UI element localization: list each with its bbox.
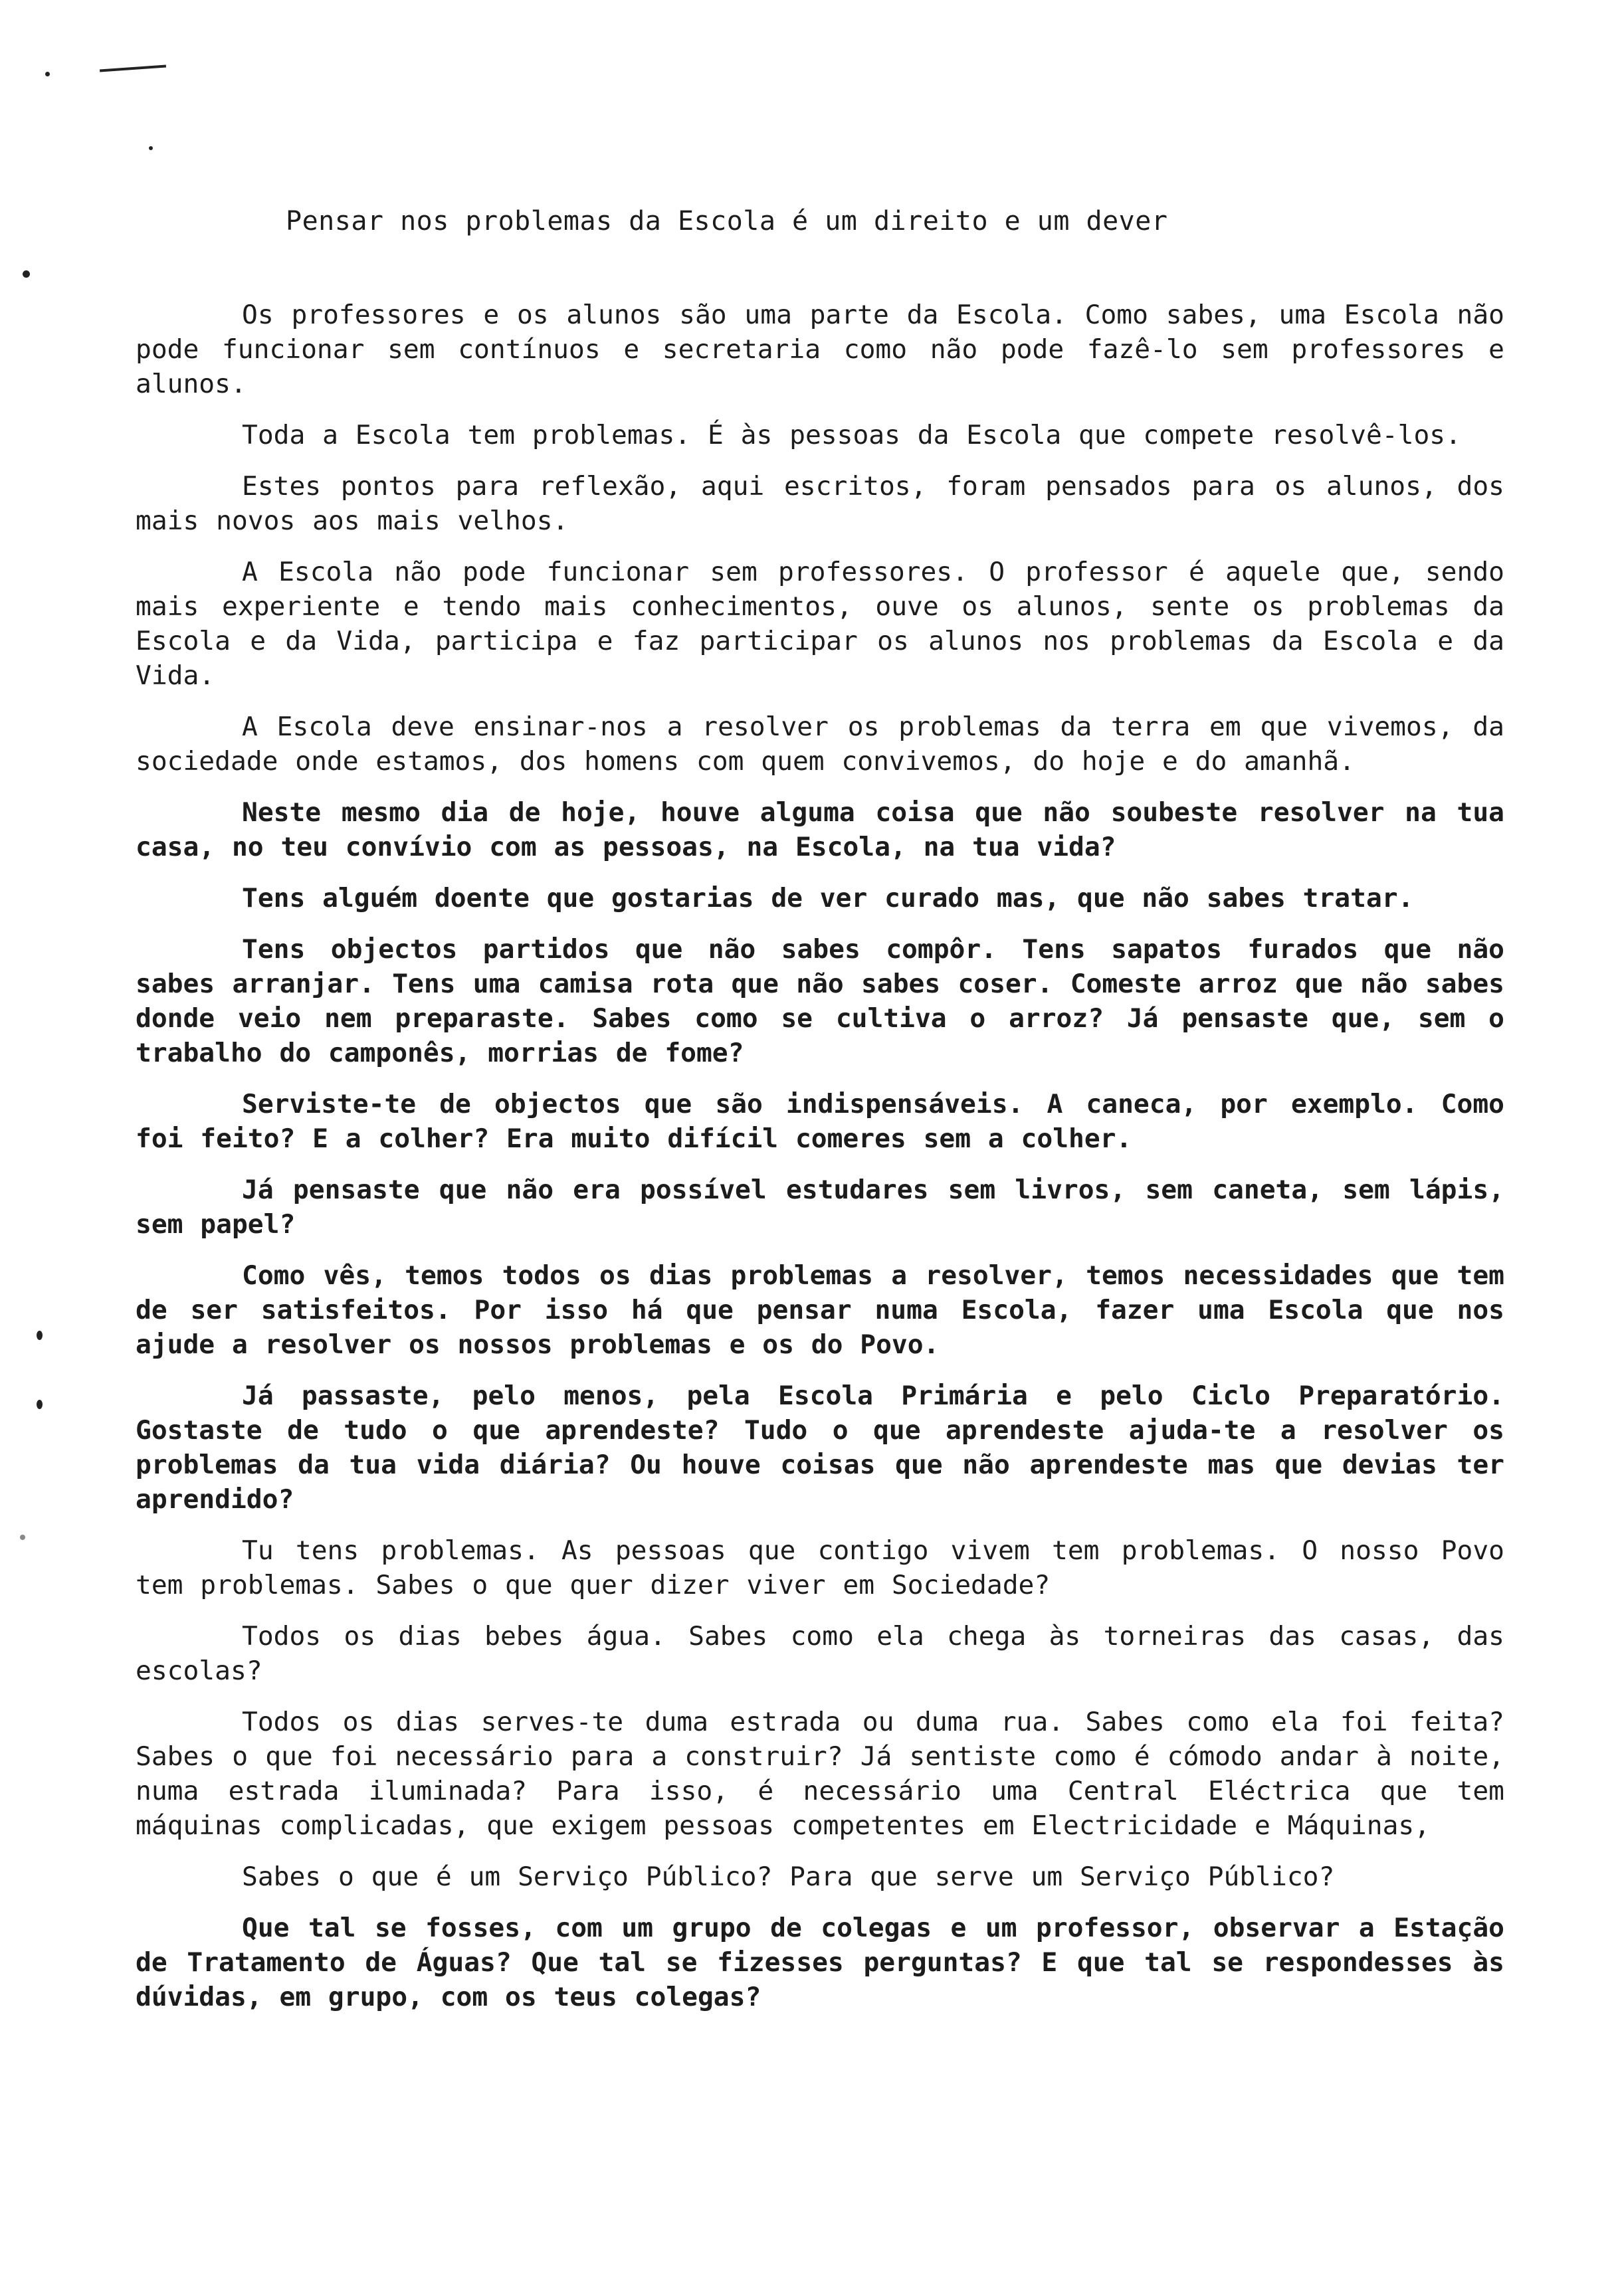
scan-mark [100,65,166,72]
paragraph: Já passaste, pelo menos, pela Escola Primária e pelo Ciclo Preparatório. Gostaste de tudo o que aprendeste? Tudo o que aprendeste ajuda-te a resolver os problemas da tua vida diária? Ou houve coisas que não aprendeste mas que devias ter aprendido? [136,1381,1504,1515]
paragraph: Tens alguém doente que gostarias de ver curado mas, que não sabes tratar. [242,883,1414,913]
paragraph: Neste mesmo dia de hoje, houve alguma coisa que não soubeste resolver na tua casa, no teu convívio com as pessoas, na Escola, na tua vida? [136,797,1504,862]
paragraph: Tu tens problemas. As pessoas que contigo vivem tem problemas. O nosso Povo tem problemas. Sabes o que quer dizer viver em Sociedade? [136,1535,1504,1600]
paragraph: A Escola deve ensinar-nos a resolver os problemas da terra em que vivemos, da sociedade onde estamos, dos homens com quem convivemos, do hoje e do amanhã. [136,712,1504,777]
paragraph: Todos os dias serves-te duma estrada ou duma rua. Sabes como ela foi feita? Sabes o que foi necessário para a construir? Já sentiste como é cómodo andar à noite, numa estrada iluminada? Para isso, é necessário uma Central Eléctrica que tem máquinas complicadas, que exigem pessoas competentes em Electricidade e Máquinas, [136,1707,1504,1841]
paragraph: Os professores e os alunos são uma parte da Escola. Como sabes, uma Escola não pode funcionar sem contínuos e secretaria como não pode fazê-lo sem professores e alunos. [136,300,1504,399]
scan-mark [37,1400,43,1409]
paragraph: Que tal se fosses, com um grupo de colegas e um professor, observar a Estação de Tratamento de Águas? Que tal se fizesses perguntas? E que tal se respondesses às dúvidas, em grupo, com os teus colegas? [136,1913,1504,2012]
scan-mark [45,72,50,76]
paragraph: A Escola não pode funcionar sem professores. O professor é aquele que, sendo mais experiente e tendo mais conhecimentos, ouve os alunos, sente os problemas da Escola e da Vida, participa e faz participar os alunos nos problemas da Escola e da Vida. [136,557,1504,691]
paragraph: Tens objectos partidos que não sabes compôr. Tens sapatos furados que não sabes arranjar. Tens uma camisa rota que não sabes coser. Comeste arroz que não sabes donde veio nem preparaste. Sabes como se cultiva o arroz? Já pensaste que, sem o trabalho do camponês, morrias de fome? [136,934,1504,1068]
paragraph: Como vês, temos todos os dias problemas a resolver, temos necessidades que tem de ser satisfeitos. Por isso há que pensar numa Escola, fazer uma Escola que nos ajude a resolver os nossos problemas e os do Povo. [136,1260,1504,1360]
scan-mark [20,1535,25,1540]
paragraph: Estes pontos para reflexão, aqui escritos, foram pensados para os alunos, dos mais novos aos mais velhos. [136,471,1504,536]
scan-mark [23,270,30,278]
page-title: Pensar nos problemas da Escola é um direito e um dever [286,206,1168,237]
paragraph: Serviste-te de objectos que são indispensáveis. A caneca, por exemplo. Como foi feito? E a colher? Era muito difícil comeres sem a colher. [136,1089,1504,1154]
paragraph: Sabes o que é um Serviço Público? Para que serve um Serviço Público? [242,1862,1335,1892]
paragraph: Toda a Escola tem problemas. É às pessoas da Escola que compete resolvê-los. [242,420,1461,450]
body-text [136,298,1504,2031]
scan-mark [37,1331,43,1340]
scan-mark [149,146,153,150]
paragraph: Todos os dias bebes água. Sabes como ela chega às torneiras das casas, das escolas? [136,1621,1504,1686]
paragraph: Já pensaste que não era possível estudares sem livros, sem caneta, sem lápis, sem papel? [136,1175,1504,1240]
